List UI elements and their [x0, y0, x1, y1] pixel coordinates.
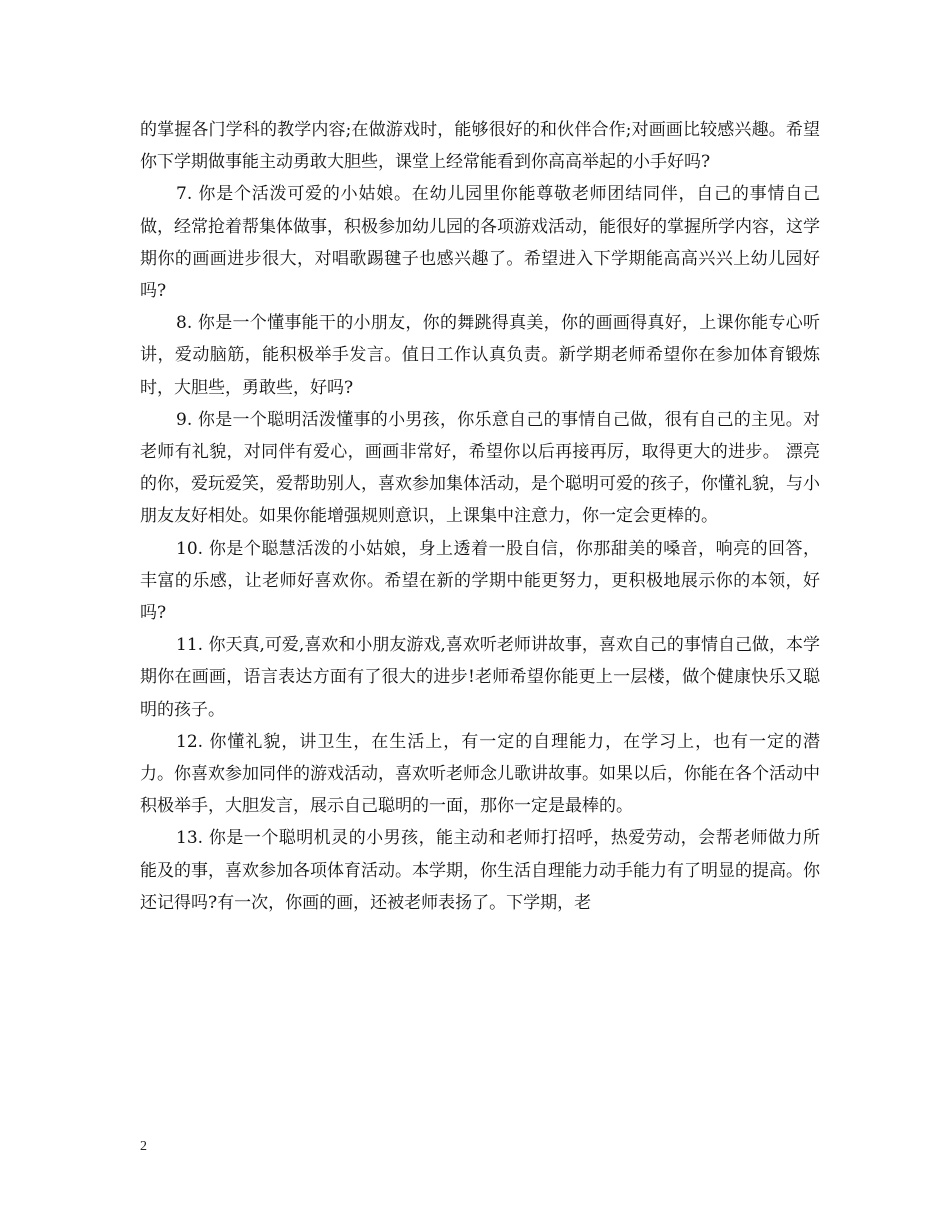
paragraph-item-8: 8. 你是一个懂事能干的小朋友，你的舞跳得真美，你的画画得真好，上课你能专心听讲，爱动脑筋，能积极举手发言。值日工作认真负责。新学期老师希望你在参加体育锻炼时，大胆些，勇敢些，好吗?: [140, 313, 820, 398]
paragraph-item-9: 9. 你是一个聪明活泼懂事的小男孩，你乐意自己的事情自己做，很有自己的主见。对老师有礼貌，对同伴有爱心，画画非常好，希望你以后再接再厉，取得更大的进步。 漂亮的你，爱玩爱笑，爱帮助别人，喜欢参加集体活动，是个聪明可爱的孩子，你懂礼貌，与小朋友友好相处。如果你能增强规则意识，上课集中注意力，你一定会更棒的。: [140, 409, 820, 527]
paragraph-item-13: 13. 你是一个聪明机灵的小男孩，能主动和老师打招呼，热爱劳动，会帮老师做力所能及的事，喜欢参加各项体育活动。本学期，你生活自理能力动手能力有了明显的提高。你还记得吗?有一次，你画的画，还被老师表扬了。下学期，老: [140, 828, 820, 913]
paragraph-item-12: 12. 你懂礼貌，讲卫生，在生活上，有一定的自理能力，在学习上，也有一定的潜力。你喜欢参加同伴的游戏活动，喜欢听老师念儿歌讲故事。如果以后，你能在各个活动中积极举手，大胆发言，展示自己聪明的一面，那你一定是最棒的。: [140, 731, 820, 817]
document-body: [140, 114, 820, 919]
paragraph-continuation: 的掌握各门学科的教学内容;在做游戏时，能够很好的和伙伴合作;对画画比较感兴趣。希望你下学期做事能主动勇敢大胆些，课堂上经常能看到你高高举起的小手好吗?: [140, 120, 820, 173]
paragraph-item-7: 7. 你是个活泼可爱的小姑娘。在幼儿园里你能尊敬老师团结同伴，自己的事情自己做，经常抢着帮集体做事，积极参加幼儿园的各项游戏活动，能很好的掌握所学内容，这学期你的画画进步很大，对唱歌踢毽子也感兴趣了。希望进入下学期能高高兴兴上幼儿园好吗?: [140, 184, 820, 302]
paragraph-item-11: 11. 你天真,可爱,喜欢和小朋友游戏,喜欢听老师讲故事，喜欢自己的事情自己做，本学期你在画画，语言表达方面有了很大的进步!老师希望你能更上一层楼，做个健康快乐又聪明的孩子。: [140, 635, 820, 720]
paragraph-item-10: 10. 你是个聪慧活泼的小姑娘，身上透着一股自信，你那甜美的嗓音，响亮的回答，丰富的乐感，让老师好喜欢你。希望在新的学期中能更努力，更积极地展示你的本领，好吗?: [140, 538, 820, 624]
page-number: 2: [140, 1139, 147, 1154]
